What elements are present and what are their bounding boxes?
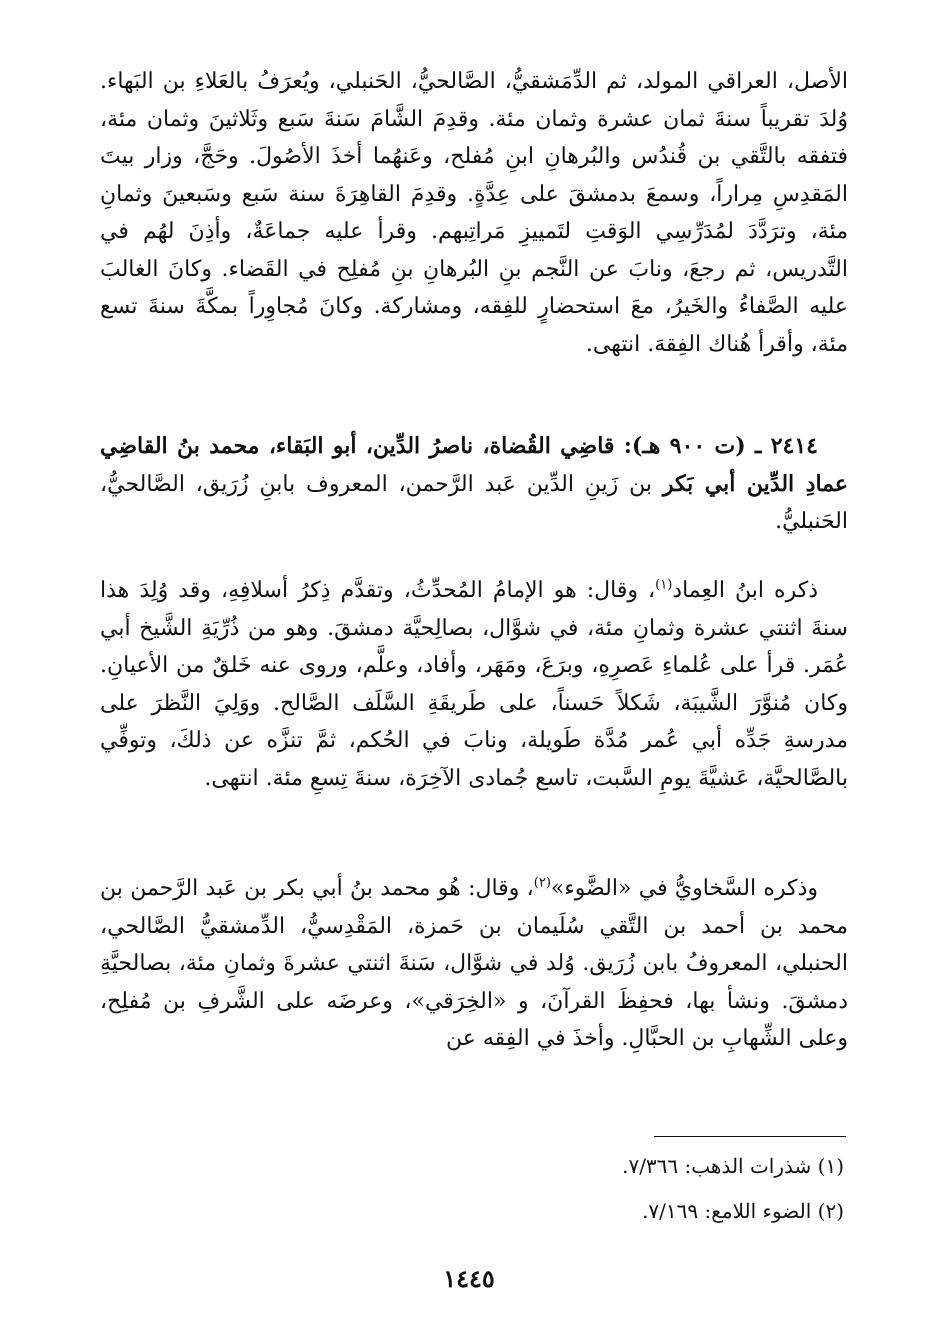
paragraph-text: الأصل، العراقي المولد، ثم الدِّمَشقيُّ، الصَّالحيُّ، الحَنبلي، ويُعرَفُ بالعَلاءِ بن البَهاء. وُلدَ تقريباً سنةَ ثمان عشرة وثمان مئة. وقدِمَ الشَّامَ سَنةَ سَبع وثَلاثينَ وثمان مئة، فتفقه بالتَّقي بن قُندُس والبُرهانِ ابنِ مُفلح، وعَنهُما أخذَ الأصُولَ. وحَجَّ، وزار بيتَ المَقدِسِ مِراراً، وسمعَ بدمشقَ على عِدَّةٍ. وقدِمَ القاهِرَةَ سنة سَبع وسَبعينَ وثمانِ مئة، وترَدَّدَ لمُدَرِّسِي الوَقتِ لتَمييزِ مَراتِبهم. وقرأ عليه جماعَةٌ، وأذِنَ لهُم في التَّدريس، ثم رجعَ، ونابَ عن النَّجم بنِ البُرهانِ بنِ مُفلِح في القَضاء. وكانَ الغالبَ عليه الصَّفاءُ والخَيرُ، معَ استحضارٍ للفِقه، ومشاركة. وكانَ مُجاوِراً بمكَّةَ سنةَ تسع مئة، وأقرأ هُناك الفِقهَ. انتهى. — [100, 69, 848, 357]
paragraph-previous-entry — [100, 63, 848, 363]
entry-heading: ٢٤١٤ ـ (ت ٩٠٠ هـ): قاضِي القُضاة، ناصرُ الدِّين، أبو البَقاء، محمد بنُ القاضِي عمادِ الدِّين أبي بَكر — [100, 433, 848, 497]
footnote-2 — [100, 1196, 844, 1226]
entry-heading-rest: بن زَينِ الدِّين عَبد الرَّحمن، المعروف بابنِ زُرَيق، الصَّالحيُّ، الحَنبليُّ. — [100, 471, 848, 534]
paragraph-text: ، وقال: هُو محمد بنُ أبي بكر بن عَبد الرَّحمن بن محمد بن أحمد بن التَّقي سُلَيمان بن حَمزة، المَقْدِسيُّ، الدِّمشقيُّ الصَّالحي، الحنبلي، المعروفُ بابن زُرَيق. وُلد في شوَّال، سَنةَ اثنتي عشرةَ وثمانِ مئة، بصالحيَّةِ دمشقَ. ونشأ بها، فحفِظَ القرآنَ، و «الخِرَقي»، وعرضَه على الشَّرفِ بن مُفلِح، وعلى الشِّهابِ بن الحبَّالِ. وأخذَ في الفِقه عن — [100, 876, 848, 1051]
paragraph-ibn-al-imad — [100, 572, 848, 797]
footnote-divider — [654, 1136, 846, 1137]
paragraph-text: ، وقال: هو الإمامُ المُحدِّثُ، وتقدَّم ذِكرُ أسلافِهِ، وقد وُلِدَ هذا سنةَ اثنتي عشرة وثمانِ مئة، في شوَّال، بصالِحيَّة دمشقَ. وهو من ذُرِّيَةِ الشَّيخ أبي عُمَر. قرأ على عُلماءِ عَصرِهِ، وبرَعَ، ومَهَر، وأفاد، وعلَّم، وروى عنه خَلقٌ من الأعيانِ. وكان مُنوَّرَ الشَّيبَة، شَكلاً حَسناً، على طَريقَةِ السَّلَف الصَّالح. ووَلِيَ النَّظرَ على مدرسةِ جَدِّه أبي عُمر مُدَّة طَويلة، ونابَ في الحُكم، ثمَّ تنزَّه عن ذلكَ، وتوفِّي بالصَّالحيَّة، عَشيَّةَ يومِ السَّبت، تاسع جُمادى الآخِرَة، سنةَ تِسعِ مئة. انتهى. — [100, 578, 848, 791]
footnote-mark: (٢) — [817, 1199, 844, 1223]
footnote-mark: (١) — [817, 1154, 844, 1178]
footnote-text: الضوء اللامع: ٧/١٦٩. — [642, 1199, 812, 1223]
footnote-ref-2[interactable]: (٢) — [533, 875, 551, 891]
paragraph-text: ذكره ابنُ العِماد — [672, 578, 818, 603]
page-number: ١٤٤٥ — [443, 1264, 495, 1293]
paragraph-sakhawi — [100, 870, 848, 1058]
footnote-1 — [100, 1151, 844, 1181]
footnote-ref-1[interactable]: (١) — [655, 577, 673, 593]
footnote-text: شذرات الذهب: ٧/٣٦٦. — [622, 1154, 812, 1178]
entry-header — [100, 428, 848, 541]
paragraph-text: وذكره السَّخاويُّ في «الضَّوء» — [550, 876, 818, 901]
